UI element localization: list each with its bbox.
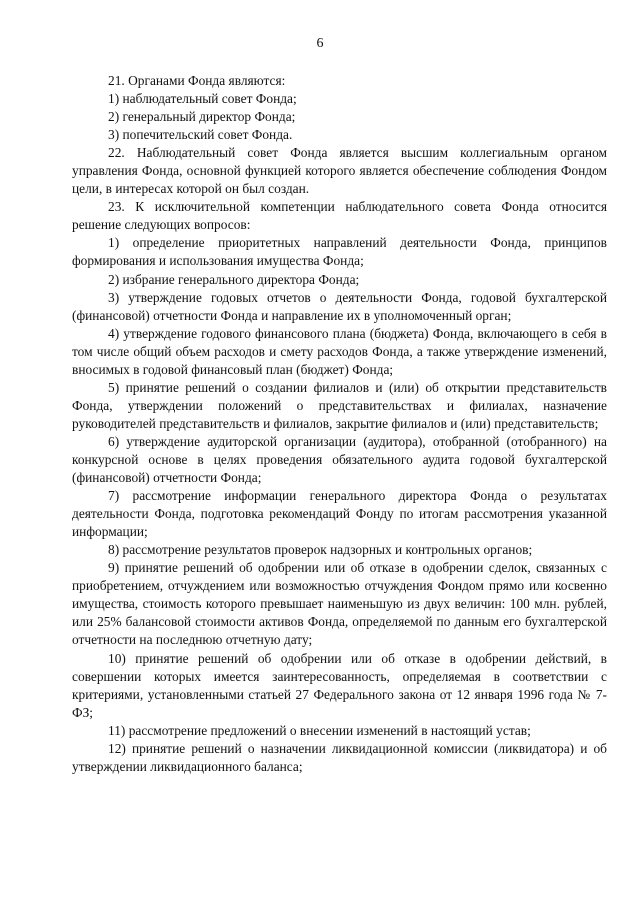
paragraph: 1) определение приоритетных направлений деятельности Фонда, принципов формирования и использования имущества Фонда; [72,235,607,269]
paragraph: 6) утверждение аудиторской организации (аудитора), отобранной (отобранного) на конкурсной основе в целях проведения обязательного аудита годовой бухгалтерской (финансовой) отчетности Фонда; [72,433,607,486]
paragraph: 3) утверждение годовых отчетов о деятельности Фонда, годовой бухгалтерской (финансовой) отчетности Фонда и направление их в уполномоченный орган; [72,289,607,323]
paragraph: 3) попечительский совет Фонда. [108,127,293,143]
paragraph: 21. Органами Фонда являются: [108,73,286,88]
paragraph: 1) наблюдательный совет Фонда; [108,91,297,107]
page-number: 6 [316,36,324,51]
paragraph: 8) рассмотрение результатов проверок надзорных и контрольных органов; [108,542,533,558]
paragraph: 10) принятие решений об одобрении или об отказе в одобрении действий, в совершении которых имеется заинтересованность, определяемая в соответствии с критериями, установленными статьей 27 Федерального закона от 12 января 1996 года № 7- ФЗ; [72,650,607,720]
paragraph: 5) принятие решений о создании филиалов и (или) об открытии представительств Фонда, утверждении положений о представительствах и филиалах, назначение руководителей представительств и филиалов, закрытие филиалов и (или) представительств; [72,379,607,431]
document-body [72,72,607,776]
paragraph: 7) рассмотрение информации генерального директора Фонда о результатах деятельности Фонда, подготовка рекомендаций Фонду по итогам рассмотрения указанной информации; [72,488,607,540]
paragraph: 23. К исключительной компетенции наблюдательного совета Фонда относится решение следующих вопросов: [72,199,607,233]
paragraph: 11) рассмотрение предложений о внесении изменений в настоящий устав; [108,722,531,738]
paragraph: 12) принятие решений о назначении ликвидационной комиссии (ликвидатора) и об утверждении ликвидационного баланса; [72,740,607,774]
paragraph: 4) утверждение годового финансового плана (бюджета) Фонда, включающего в себя в том числе общий объем расходов и смету расходов Фонда, а также утверждение изменений, вносимых в годовой финансовый план (бюджет) Фонда; [72,325,607,377]
paragraph: 9) принятие решений об одобрении или об отказе в одобрении сделок, связанных с приобретением, отчуждением или возможностью отчуждения Фондом прямо или косвенно имущества, стоимость которого превышает наименьшую из двух величин: 100 млн. рублей, или 25% балансовой стоимости активов Фонда, определяемой по данным его бухгалтерской отчетности на последнюю отчетную дату; [72,560,607,648]
paragraph: 2) избрание генерального директора Фонда; [108,271,360,287]
paragraph: 2) генеральный директор Фонда; [108,109,296,125]
paragraph: 22. Наблюдательный совет Фонда является высшим коллегиальным органом управления Фонда, основной функцией которого является обеспечение соблюдения Фондом цели, в интересах которой он был создан. [72,145,607,197]
